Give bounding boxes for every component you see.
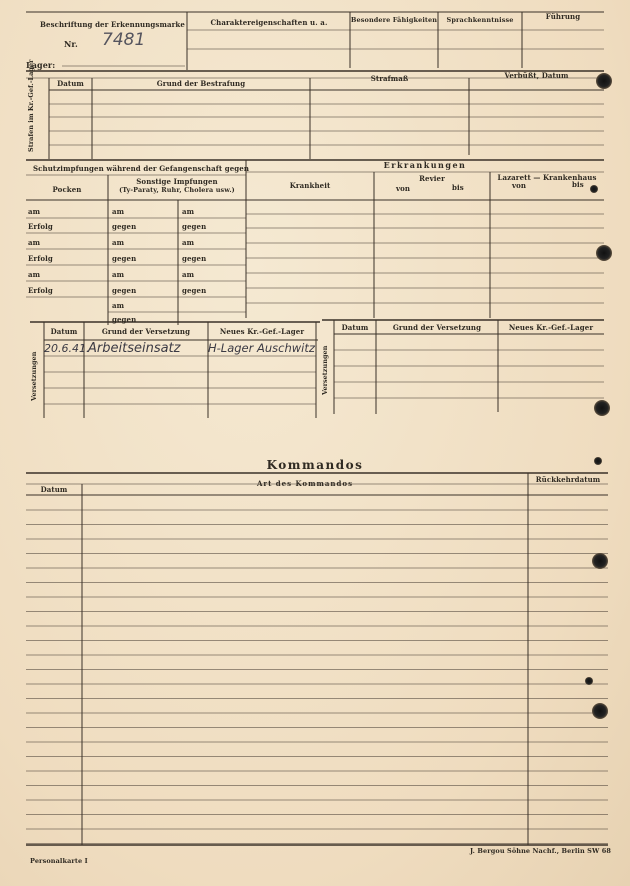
pocken-row-3: am	[28, 238, 41, 247]
punch-hole	[594, 457, 602, 465]
lazarett-von: von	[512, 181, 527, 190]
punch-hole	[585, 677, 593, 685]
pocken-row-4: Erfolg	[28, 254, 53, 263]
versetzung2-datum-header: Datum	[341, 323, 369, 332]
pocken-row-2: Erfolg	[28, 222, 53, 231]
versetzung2-grund-header: Grund der Versetzung	[392, 323, 482, 332]
kommando-datum-header: Datum	[40, 485, 68, 494]
footer-left: Personalkarte I	[30, 857, 88, 865]
lazarett-bis: bis	[572, 180, 584, 189]
versetzung2-neues-header: Neues Kr.-Gef.-Lager	[508, 323, 594, 332]
sonstige-mid-row-7: am	[112, 301, 125, 310]
charakter-header: Charaktereigenschaften u. a.	[210, 18, 328, 27]
pocken-row-6: Erfolg	[28, 286, 53, 295]
kommando-art-header: Art des Kommandos	[256, 479, 354, 488]
versetzungen-side-label: Versetzungen	[30, 351, 38, 401]
kommandos-title: Kommandos	[266, 458, 364, 472]
sonstige-right-row-1: am	[182, 207, 195, 216]
strafen-verbuesst-header: Verbüßt, Datum	[504, 71, 569, 80]
sonstige-right-row-6: gegen	[182, 286, 207, 295]
versetzung-entry-datum: 20.6.41.	[44, 342, 90, 355]
beschriftung-label: Beschriftung der Erkennungsmarke	[40, 20, 185, 29]
punch-hole	[592, 703, 608, 719]
revier-bis: bis	[452, 183, 464, 192]
punch-hole	[594, 400, 610, 416]
versetzung-datum-header: Datum	[50, 327, 78, 336]
punch-hole	[590, 185, 598, 193]
strafen-datum-header: Datum	[57, 79, 84, 88]
footer-right: J. Bergou Söhne Nachf., Berlin SW 68	[470, 847, 611, 855]
sonstige-right-row-4: gegen	[182, 254, 207, 263]
revier-header: Revier	[419, 174, 445, 183]
fuehrung-header: Führung	[545, 12, 581, 21]
nr-value: 7481	[102, 30, 146, 50]
erkrankungen-title: Erkrankungen	[383, 160, 467, 170]
punch-hole	[596, 73, 612, 89]
impfungen-title: Schutzimpfungen während der Gefangenschaft gegen	[33, 164, 250, 173]
strafen-grund-header: Grund der Bestrafung	[156, 79, 246, 88]
sprachkenntnisse-header: Sprachkenntnisse	[446, 16, 514, 24]
sonstige-right-row-5: am	[182, 270, 195, 279]
nr-label: Nr.	[64, 39, 78, 49]
sonstige-header: Sonstige Impfungen	[136, 177, 218, 186]
versetzung-grund-header: Grund der Versetzung	[101, 327, 191, 336]
sonstige-mid-row-8: gegen	[112, 315, 137, 324]
lazarett-header: Lazarett — Krankenhaus	[497, 173, 597, 182]
sonstige-sub-header: (Ty-Paraty, Ruhr, Cholera usw.)	[119, 186, 235, 194]
sonstige-mid-row-2: gegen	[112, 222, 137, 231]
sonstige-mid-row-4: gegen	[112, 254, 137, 263]
pocken-row-1: am	[28, 207, 41, 216]
faehigkeiten-header: Besondere Fähigkeiten	[350, 16, 438, 24]
sonstige-mid-row-3: am	[112, 238, 125, 247]
sonstige-mid-row-6: gegen	[112, 286, 137, 295]
krankheit-header: Krankheit	[289, 181, 331, 190]
punch-hole	[596, 245, 612, 261]
strafen-side-label: Strafen im Kr.-Gef.-Lager	[27, 59, 35, 152]
versetzungen-side-label-2: Versetzungen	[321, 345, 329, 395]
revier-von: von	[396, 184, 411, 193]
versetzung-entry-grund: Arbeitseinsatz	[88, 341, 181, 356]
versetzung-neues-header: Neues Kr.-Gef.-Lager	[219, 327, 305, 336]
sonstige-mid-row-1: am	[112, 207, 125, 216]
sonstige-right-row-2: gegen	[182, 222, 207, 231]
strafen-strafmass-header: Strafmaß	[370, 74, 409, 83]
punch-hole	[592, 553, 608, 569]
rueckkehr-header: Rückkehrdatum	[535, 475, 601, 484]
pocken-row-5: am	[28, 270, 41, 279]
sonstige-mid-row-5: am	[112, 270, 125, 279]
pocken-header: Pocken	[52, 185, 82, 194]
lager-label: Lager:	[26, 60, 56, 70]
sonstige-right-row-3: am	[182, 238, 195, 247]
versetzung-entry-lager: H-Lager Auschwitz	[208, 341, 315, 355]
